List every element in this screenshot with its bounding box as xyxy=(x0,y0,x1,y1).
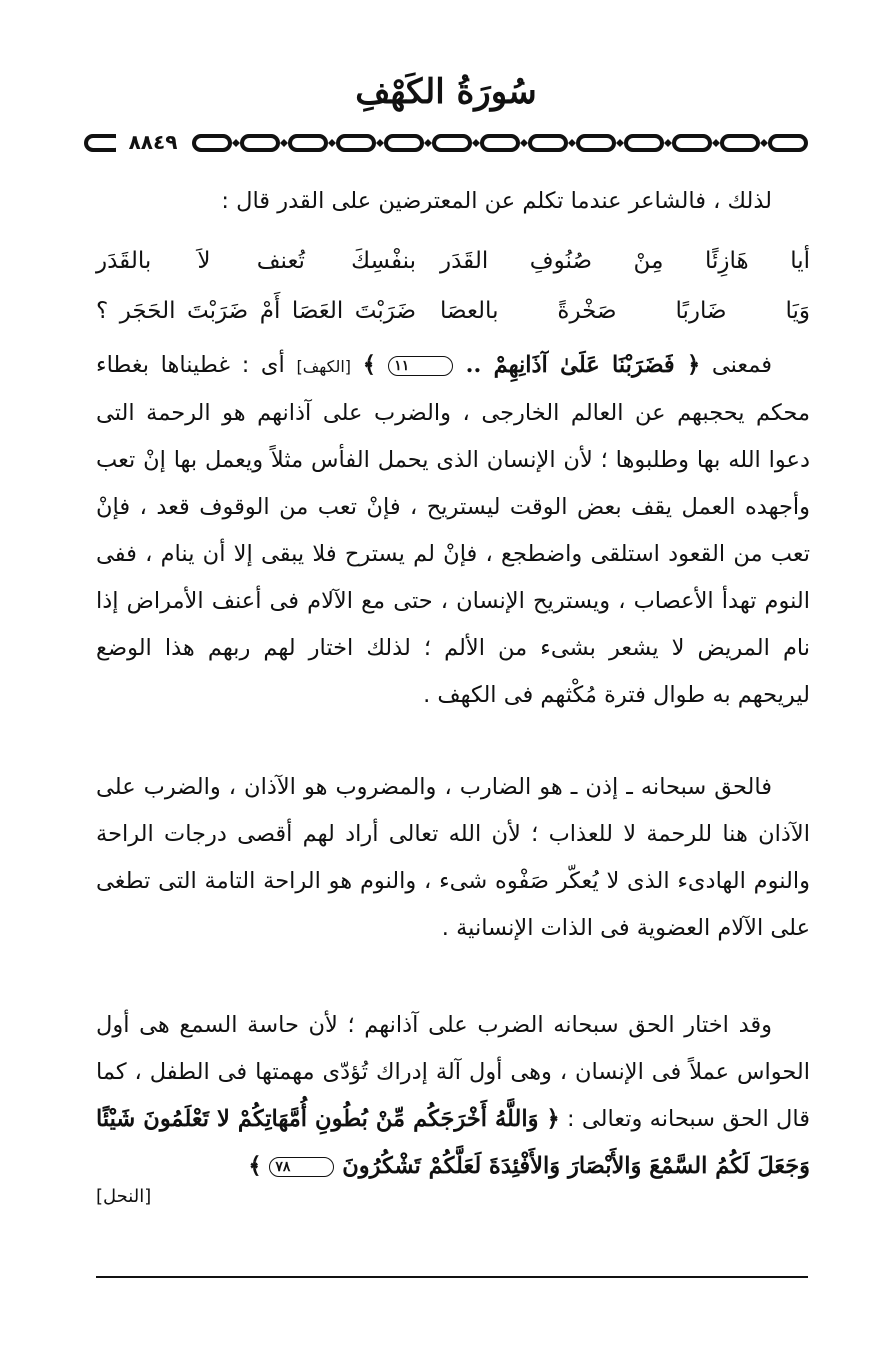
para1-lead: فمعنى xyxy=(711,352,772,378)
surah-title: سُورَةُ الكَهْفِ xyxy=(355,72,537,112)
intro-text: لذلك ، فالشاعر عندما تكلم عن المعترضين على القدر قال : xyxy=(221,188,772,214)
para1-body: أى : غطيناها بغطاء محكم يحجبهم عن العالم الخارجى ، والضرب على آذانهم هو الرحمة التى دعوا الله بها وطلبوها ؛ لأن الإنسان الذى يحمل الفأس مثلاً ويعمل بها إنْ تعب وأجهده العمل يقف بعض الوقت ليستريح ، فإنْ تعب من الوقوف قعد ، فإنْ تعب من القعود استلقى واضطجع ، فإنْ لم يسترح فلا يبقى إلا أن ينام ، ففى النوم تهدأ الأعصاب ، ويستريح الإنسان ، حتى مع الآلام فى أعنف الأمراض إذا نام المريض لا يشعر بشىء من الألم ؛ لذلك اختار لهم ربهم هذا الوضع ليريحهم به طوال فترة مُكْثهم فى الكهف . xyxy=(96,352,810,708)
page-number: ٨٨٤٩ xyxy=(116,127,190,157)
paragraph-1 xyxy=(96,342,810,719)
intro-line xyxy=(96,178,810,225)
poem-hemistich: وَيَا ضَاربًا صَخْرةً بالعصَا xyxy=(440,298,810,324)
surah-reference: [النحل] xyxy=(96,1186,152,1207)
poem-hemistich: أيا هَازِئًا مِنْ صُنُوفِ القَدَر xyxy=(440,248,810,274)
ayah-number: ١١ xyxy=(388,356,453,376)
poem-verse-1 xyxy=(96,236,810,286)
poem-hemistich: ضَرَبْتَ العَصَا أَمْ ضَرَبْتَ الحَجَر ؟ xyxy=(96,298,416,324)
paragraph-3 xyxy=(96,1002,810,1190)
poem-verse-2 xyxy=(96,286,810,336)
quran-verse: ﴿ فَضَرَبْنَا عَلَىٰ آذَانِهِمْ .. ١١ ﴾ xyxy=(362,352,701,378)
poem-hemistich: بنفْسِكَ تُعنف لاَ بالقَدَر xyxy=(96,248,416,274)
ayah-number: ٧٨ xyxy=(269,1157,334,1177)
para2-body: فالحق سبحانه ـ إذن ـ هو الضارب ، والمضروب هو الآذان ، والضرب على الآذان هنا للرحمة لا للعذاب ؛ لأن الله تعالى أراد لهم أقصى درجات الراحة والنوم الهادىء الذى لا يُعكّر صَفْوه شىء ، والنوم هو الراحة التامة التى تطغى على الآلام العضوية فى الذات الإنسانية . xyxy=(96,774,810,941)
paragraph-2 xyxy=(96,764,810,952)
quran-verse: ﴿ وَاللَّهُ أَخْرَجَكُم مِّنْ بُطُونِ أُمَّهَاتِكُمْ لا تَعْلَمُونَ شَيْئًا وَجَعَلَ لَكُمُ السَّمْعَ وَالأَبْصَارَ وَالأَفْئِدَةَ لَعَلَّكُمْ تَشْكُرُونَ ٧٨ ﴾ xyxy=(96,1106,810,1179)
footer-rule xyxy=(96,1276,808,1278)
poem xyxy=(96,236,810,336)
surah-reference: [الكهف] xyxy=(296,357,352,376)
para3-body: وقد اختار الحق سبحانه الضرب على آذانهم ؛ لأن حاسة السمع هى أول الحواس عملاً فى الإنسان ، وهى أول آلة إدراك تُؤدّى مهمتها فى الطفل ، كما قال الحق سبحانه وتعالى : xyxy=(96,1012,810,1132)
ornamental-chain-divider xyxy=(84,128,808,158)
